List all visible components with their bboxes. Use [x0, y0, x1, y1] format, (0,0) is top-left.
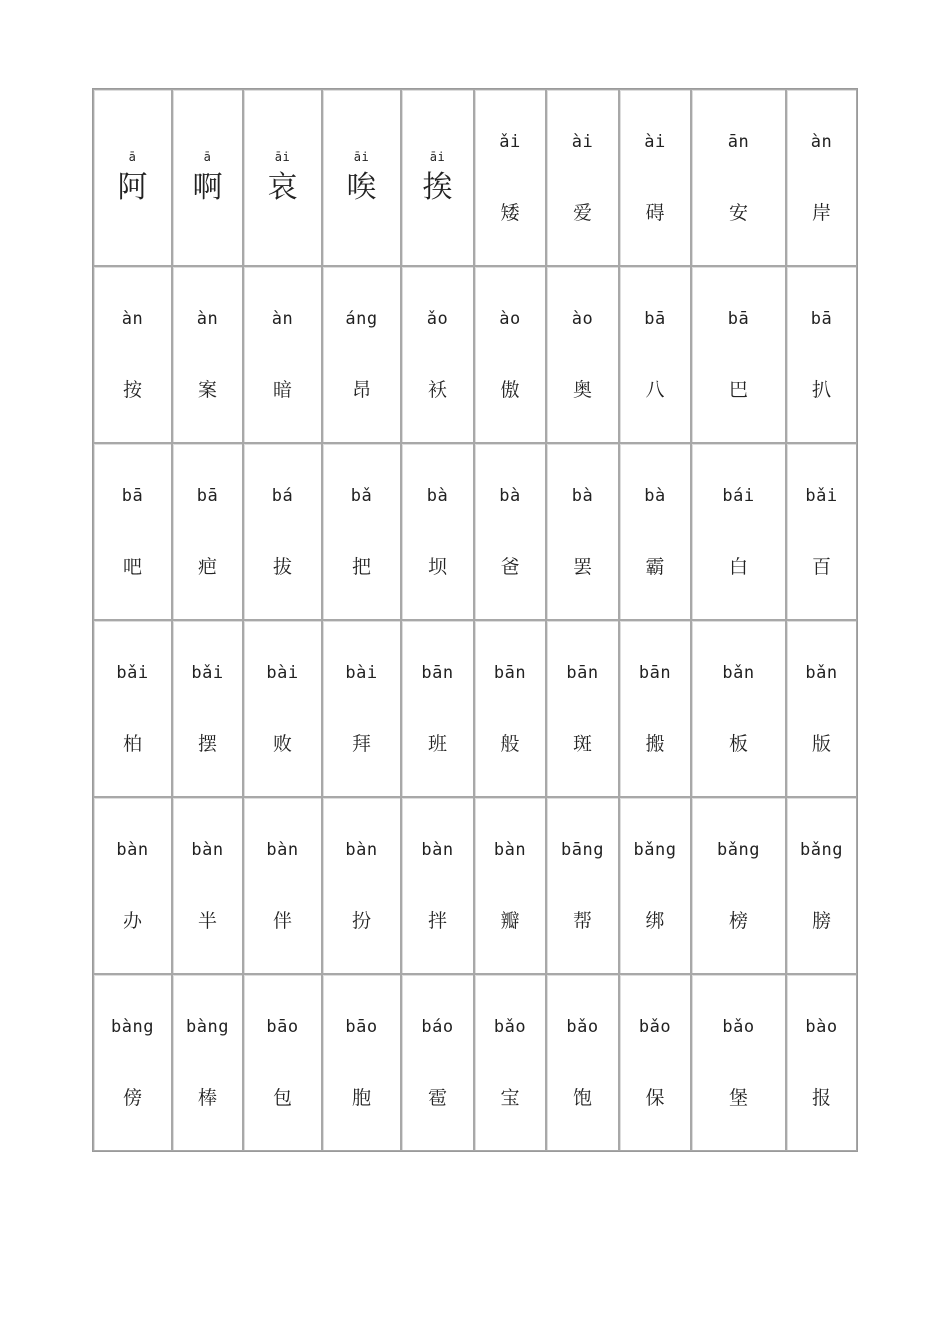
- pinyin-label: bǎi: [116, 663, 149, 683]
- table-cell: [786, 443, 857, 620]
- hanzi-character: 斑: [572, 733, 592, 755]
- table-cell: [474, 266, 546, 443]
- table-row: [93, 974, 857, 1151]
- pinyin-label: ā: [203, 150, 212, 164]
- hanzi-character: 拔: [272, 556, 292, 578]
- pinyin-character-table: [93, 89, 857, 1151]
- hanzi-character: 八: [645, 379, 665, 401]
- pinyin-label: bàn: [493, 840, 527, 860]
- pinyin-label: bān: [493, 663, 527, 683]
- table-cell: [401, 797, 474, 974]
- table-cell: [93, 974, 172, 1151]
- table-cell: [691, 620, 786, 797]
- table-cell: [172, 620, 243, 797]
- hanzi-character: 堡: [728, 1087, 748, 1109]
- table-cell: [243, 797, 322, 974]
- table-cell: [401, 89, 474, 266]
- table-cell: [322, 89, 401, 266]
- hanzi-character: 把: [351, 556, 371, 578]
- hanzi-character: 暗: [272, 379, 292, 401]
- table-cell: [474, 620, 546, 797]
- table-row: [93, 89, 857, 266]
- table-cell: [474, 974, 546, 1151]
- hanzi-character: 奥: [572, 379, 592, 401]
- hanzi-character: 扒: [811, 379, 831, 401]
- pinyin-label: āi: [429, 150, 446, 164]
- hanzi-character: 绑: [645, 910, 665, 932]
- hanzi-character: 办: [122, 910, 142, 932]
- pinyin-label: ào: [499, 309, 521, 329]
- table-cell: [474, 89, 546, 266]
- table-cell: [546, 89, 619, 266]
- pinyin-label: bǎng: [633, 840, 677, 860]
- table-cell: [322, 620, 401, 797]
- pinyin-label: bā: [196, 486, 219, 506]
- table-cell: [619, 266, 691, 443]
- pinyin-label: bài: [266, 663, 299, 683]
- hanzi-character: 棒: [197, 1087, 217, 1109]
- table-cell: [546, 974, 619, 1151]
- pinyin-label: bǎ: [350, 486, 373, 506]
- pinyin-label: bǎo: [566, 1017, 599, 1037]
- table-cell: [93, 89, 172, 266]
- pinyin-label: bào: [805, 1017, 838, 1037]
- hanzi-character: 爱: [572, 202, 592, 224]
- pinyin-label: bá: [271, 486, 294, 506]
- table-cell: [322, 443, 401, 620]
- hanzi-character: 班: [427, 733, 447, 755]
- pinyin-label: bā: [644, 309, 666, 329]
- pinyin-label: bǎng: [717, 840, 760, 860]
- hanzi-character: 柏: [122, 733, 142, 755]
- table-row: [93, 620, 857, 797]
- hanzi-character: 爸: [500, 556, 520, 578]
- table-cell: [172, 89, 243, 266]
- pinyin-label: àn: [121, 309, 144, 329]
- table-row: [93, 266, 857, 443]
- pinyin-label: ài: [571, 132, 594, 152]
- pinyin-label: bǎi: [805, 486, 838, 506]
- table-cell: [691, 443, 786, 620]
- table-row: [93, 797, 857, 974]
- hanzi-character: 扮: [351, 910, 371, 932]
- hanzi-character: 阿: [117, 170, 148, 205]
- pinyin-label: bǎo: [493, 1017, 527, 1037]
- pinyin-label: bān: [638, 663, 672, 683]
- hanzi-character: 按: [122, 379, 142, 401]
- hanzi-character: 挨: [422, 170, 453, 205]
- table-cell: [474, 443, 546, 620]
- pinyin-label: bāo: [345, 1017, 378, 1037]
- pinyin-label: bǎo: [722, 1017, 755, 1037]
- hanzi-character: 饱: [572, 1087, 592, 1109]
- hanzi-character: 傲: [500, 379, 520, 401]
- pinyin-label: bā: [727, 309, 750, 329]
- pinyin-label: bái: [722, 486, 755, 506]
- pinyin-label: ā: [128, 150, 137, 164]
- hanzi-character: 胞: [351, 1087, 371, 1109]
- pinyin-label: bài: [345, 663, 378, 683]
- pinyin-label: bǎo: [638, 1017, 672, 1037]
- hanzi-character: 保: [645, 1087, 665, 1109]
- hanzi-character: 罢: [572, 556, 592, 578]
- hanzi-character: 啊: [192, 170, 223, 205]
- table-cell: [93, 266, 172, 443]
- table-cell: [786, 797, 857, 974]
- hanzi-character: 安: [728, 202, 748, 224]
- hanzi-character: 矮: [500, 202, 520, 224]
- table-cell: [401, 974, 474, 1151]
- pinyin-label: bàng: [111, 1017, 154, 1037]
- hanzi-character: 吧: [122, 556, 142, 578]
- table-cell: [619, 974, 691, 1151]
- table-cell: [172, 974, 243, 1151]
- table-cell: [93, 620, 172, 797]
- hanzi-character: 瓣: [500, 910, 520, 932]
- table-cell: [401, 620, 474, 797]
- hanzi-character: 袄: [427, 379, 447, 401]
- table-cell: [619, 797, 691, 974]
- pinyin-label: bàng: [186, 1017, 229, 1037]
- table-cell: [619, 620, 691, 797]
- hanzi-character: 帮: [572, 910, 592, 932]
- hanzi-character: 案: [197, 379, 217, 401]
- pinyin-label: bā: [810, 309, 833, 329]
- table-cell: [322, 797, 401, 974]
- table-cell: [691, 797, 786, 974]
- pinyin-label: āi: [274, 150, 291, 164]
- table-cell: [243, 266, 322, 443]
- hanzi-character: 哀: [267, 170, 298, 205]
- table-cell: [786, 974, 857, 1151]
- table-cell: [546, 797, 619, 974]
- hanzi-character: 半: [197, 910, 217, 932]
- table-cell: [474, 797, 546, 974]
- hanzi-character: 坝: [427, 556, 447, 578]
- hanzi-character: 疤: [197, 556, 217, 578]
- pinyin-label: báo: [421, 1017, 454, 1037]
- hanzi-character: 百: [811, 556, 831, 578]
- table-cell: [401, 443, 474, 620]
- pinyin-label: ài: [644, 132, 666, 152]
- pinyin-label: bà: [571, 486, 594, 506]
- hanzi-character: 版: [811, 733, 831, 755]
- table-cell: [172, 266, 243, 443]
- table-cell: [243, 443, 322, 620]
- hanzi-character: 昂: [351, 379, 371, 401]
- pinyin-label: bàn: [191, 840, 224, 860]
- pinyin-label: bǎi: [191, 663, 224, 683]
- pinyin-label: àn: [271, 309, 294, 329]
- table-cell: [172, 797, 243, 974]
- pinyin-label: bà: [644, 486, 666, 506]
- pinyin-label: áng: [345, 309, 378, 329]
- table-cell: [243, 89, 322, 266]
- table-row: [93, 443, 857, 620]
- pinyin-label: bàn: [266, 840, 299, 860]
- hanzi-character: 宝: [500, 1087, 520, 1109]
- table-cell: [619, 89, 691, 266]
- hanzi-character: 败: [272, 733, 292, 755]
- pinyin-label: àn: [196, 309, 219, 329]
- pinyin-label: bāng: [561, 840, 604, 860]
- table-cell: [401, 266, 474, 443]
- pinyin-label: bǎng: [800, 840, 843, 860]
- pinyin-label: ào: [571, 309, 594, 329]
- hanzi-character: 板: [728, 733, 748, 755]
- pinyin-label: bàn: [116, 840, 149, 860]
- pinyin-label: bà: [426, 486, 449, 506]
- hanzi-character: 拜: [351, 733, 371, 755]
- hanzi-character: 霸: [645, 556, 665, 578]
- hanzi-character: 傍: [122, 1087, 142, 1109]
- pinyin-label: bà: [499, 486, 521, 506]
- table-cell: [172, 443, 243, 620]
- hanzi-character: 唉: [346, 170, 377, 205]
- hanzi-character: 膀: [811, 910, 831, 932]
- pinyin-sheet: [92, 88, 858, 1152]
- pinyin-label: bān: [566, 663, 599, 683]
- hanzi-character: 报: [811, 1087, 831, 1109]
- table-cell: [786, 266, 857, 443]
- hanzi-character: 白: [728, 556, 748, 578]
- table-cell: [786, 89, 857, 266]
- table-cell: [93, 443, 172, 620]
- table-cell: [786, 620, 857, 797]
- pinyin-label: bǎn: [722, 663, 755, 683]
- hanzi-character: 包: [272, 1087, 292, 1109]
- table-cell: [691, 266, 786, 443]
- pinyin-label: àn: [810, 132, 833, 152]
- table-cell: [243, 974, 322, 1151]
- pinyin-label: ǎo: [426, 309, 449, 329]
- pinyin-label: bàn: [345, 840, 378, 860]
- table-cell: [546, 443, 619, 620]
- table-cell: [322, 974, 401, 1151]
- pinyin-label: bā: [121, 486, 144, 506]
- hanzi-character: 般: [500, 733, 520, 755]
- table-cell: [546, 620, 619, 797]
- pinyin-label: ān: [727, 132, 750, 152]
- hanzi-character: 摆: [197, 733, 217, 755]
- pinyin-label: ǎi: [499, 132, 521, 152]
- hanzi-character: 伴: [272, 910, 292, 932]
- pinyin-label: bān: [421, 663, 454, 683]
- hanzi-character: 雹: [427, 1087, 447, 1109]
- hanzi-character: 拌: [427, 910, 447, 932]
- table-cell: [546, 266, 619, 443]
- hanzi-character: 岸: [811, 202, 831, 224]
- table-cell: [243, 620, 322, 797]
- pinyin-label: bāo: [266, 1017, 299, 1037]
- hanzi-character: 榜: [728, 910, 748, 932]
- pinyin-label: bàn: [421, 840, 454, 860]
- hanzi-character: 搬: [645, 733, 665, 755]
- hanzi-character: 碍: [645, 202, 665, 224]
- table-cell: [322, 266, 401, 443]
- table-cell: [691, 974, 786, 1151]
- pinyin-label: āi: [353, 150, 370, 164]
- pinyin-label: bǎn: [805, 663, 838, 683]
- table-cell: [691, 89, 786, 266]
- hanzi-character: 巴: [728, 379, 748, 401]
- table-cell: [93, 797, 172, 974]
- table-cell: [619, 443, 691, 620]
